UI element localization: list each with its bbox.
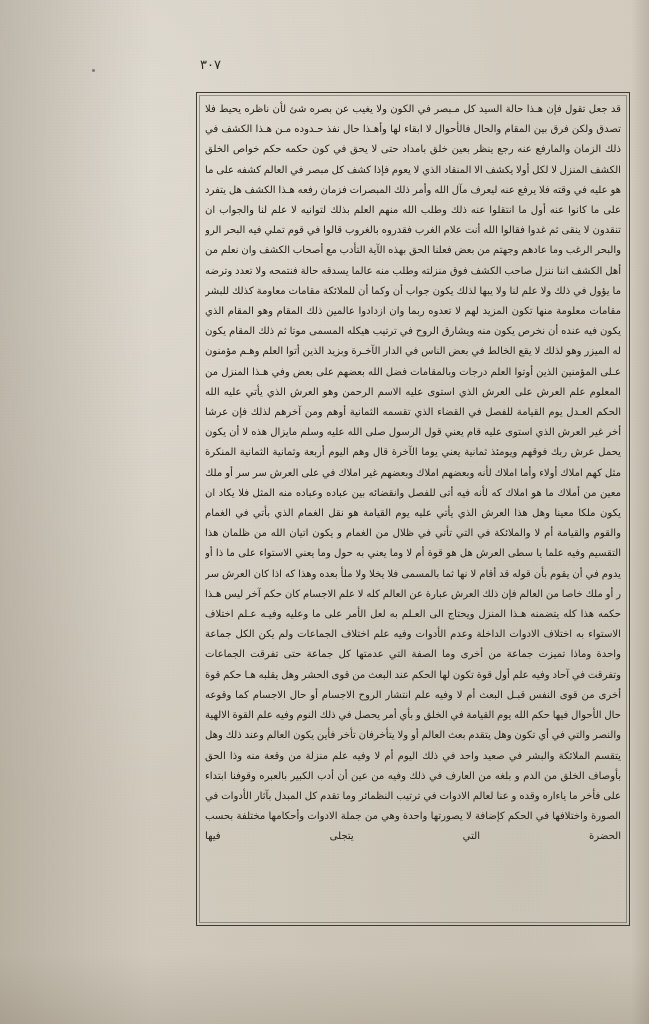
page-edge-shadow-bottom <box>0 954 649 1024</box>
page-spine-shadow <box>0 0 150 1024</box>
body-text <box>205 100 621 918</box>
ink-speck <box>92 69 95 72</box>
text-block-frame <box>196 92 630 926</box>
body-text-paragraph: قد جعل تقول فإن هـذا حالة السيد كل مـبصر في الكون ولا يغيب عن بصره شئ لأن ناظره يحيط فلا تصدق ولكن فرق بين المقام والحال فالأحوال لا ابقاء لها وأهـذا حال نفذ حـدوده مـن هـذا الكشف في ذلك الزمان والمارفع عنه رجع ينظر بعين خلق بامداد حتى لا يحق في كون حكمه حكم خواص الخلق الكشف المنزل لا لكل أولا يكشف الا المنقاد الذي لا يعوم فإذا كشف كل مبصر في العالم كشفه على ما هو عليه في وقته فلا يرفع عنه ليعرف مآل الله وأمر ذلك المبصرات فزمان رفعه هـذا الكشف هل يتفرد على ما كانوا عنه أول ما انتقلوا عنه ذلك وطلب الله منهم العلم بذلك لتوانيه لا علم لنا والجواب ان تنقدون لا ينقى ثم غدوا فقالوا الله أنت علام الغرب فقدروه بالغروب قالوا في قوم تملي فيه البحر الرو والبحر الرغب وما عادهم وجهتم من بعض فعلنا الحق بهذه الآية التأدب مع أصحاب الكشف وان نعلم من أهل الكشف اننا ننزل صاحب الكشف فوق منزلته وطلب منه عالما يسدقه حالة فنتمحه ولا تعدد وترضه ما يؤول في ذلك ولا علم لنا ولا يبها لذلك يكون جواب أن وكما أن للملائكة مقامات معاومة كذلك للبشر مقامات معلومة منها تكون المزيد لهم لا تعدوه ربما وان ازدادوا عالمين ذلك المقام وهو المقام الذي يكون فيه عنده أن نخرص يكون منه ويشارق الروح في ترتيب هيكله المسمى موتا ثم ذلك المقام يكون له الميزر وهو لذلك لا يقع الخالط في بعض الناس في الدار الآخـرة وبزيد الذين أتوا العلم وهـم مؤمنون عـلى المؤمنين الذين أوتوا العلم درجات وبالمقامات فضل الله بعضهم على بعض وفي هـذا المنزل من المعلوم علم العرش على العرش الذي استوى عليه الاسم الرحمن وهو العرش الذي يأتي عليه الله الحكم العـدل يوم القيامة للفصل في القضاء الذي تقسمه الثمانية أوهم ومن آخرهم لذلك فإن عرشا أخر غير العرش الذي استوى عليه قام يعني قول الرسول صلى الله عليه وسلم مايزال هذه لا أن يكون يحمل عرش ربك فوقهم ويومئذ ثمانية يعني يوما الآخرة قال وهم اليوم أربعة وثمانية الثمانية المنكرة مثل كهم املاك أولاء وأما املاك لأنه وبعضهم املاك وبعضهم غير املاك في على العرش سر سر أو ملك معين من أملاك ما هو املاك كه لأنه فيه أتى للفصل وانقضائه بين عباده وعباده منه المثل فلا يكاد ان يكون ملكا معينا وهل هذا العرش الذي يأتي عليه يوم القيامة هو نقل الغمام الذي بأتي في الغمام والقوم والقيامة أم لا والملائكة في التي تأتي في ظلال من الغمام و يكون اتيان الله من ظلمان هذا التقسيم وفيه علما يا سطى العرش هل هو قوة أم لا وما يعني به حول وما يعني الاستواء على ما ذا أو يدوم في أن يقوم بأن قوله قد أقام لا نها ثما بالمسمى فلا يخلا ولا ملأ بعده وهذا كه اذا كان العرش سر ر أو ملك خاصا من العالم فإن ذلك العرش عبارة عن العالم كله لا علم الاجسام كان حكم آخر ليس هـذا حكمه هذا كله يتضمنه هـذا المنزل ويحتاج الى العـلم به لعل الأمر على ما وعليه وفيـه عـلم اختلاف الاستواء به اختلاف الادوات الداخلة وعدم الأدوات وفيه علم اختلاف الجماعات ولم يكن الكل جماعة واحدة وماذا تميزت جماعة من أخرى وما الصفة التي عدمتها كل جماعة حتى تفرقت الجماعات وتفرقت في آحاد وفيه علم أول قوة تكون لها الحكم عند البعث من قوى الحشر وهل يقلبه هـا حكم قوة أخرى من قوى النفس قبـل البعث أم لا وفيه علم انتشار الروح الاجسام أو حال الاجسام كما وقوعه حال الأحوال فيها حكم الله يوم القيامة في الخلق و بأي أمر يحصل في ذلك النوم وفيه علم القوة الالهية والنصر والتي في أي تكون وهل يتقدم بعث العالم أو ولا يتأخرفان تأخر فأين يكون العالم وعند ذلك وهل يتقسم الملائكة والبشر في صعيد واحد في ذلك اليوم أم لا وفيه علم منزلة من وقعة منه وذا الحق بأوصاف الخلق من الدم و بلغه من العارف في ذلك وفيه من عين أن أدب الكبير بالعبره وقوفنا ابتداء على فأخر ما ياءاره وقده و عنا لعالم الادوات في ترتيب النظمائر وما تقدم كل المبدل بآثار الأدوات في الصورة واختلافها في الحكم كإضافة لا يصورتها واحدة وهي من جملة الادوات وأحكامها مختلفة بحسب الحضرة التي يتجلى فيها <box>205 104 621 843</box>
page-edge-shadow-right <box>631 0 649 1024</box>
page-number: ٣٠٧ <box>200 58 221 73</box>
